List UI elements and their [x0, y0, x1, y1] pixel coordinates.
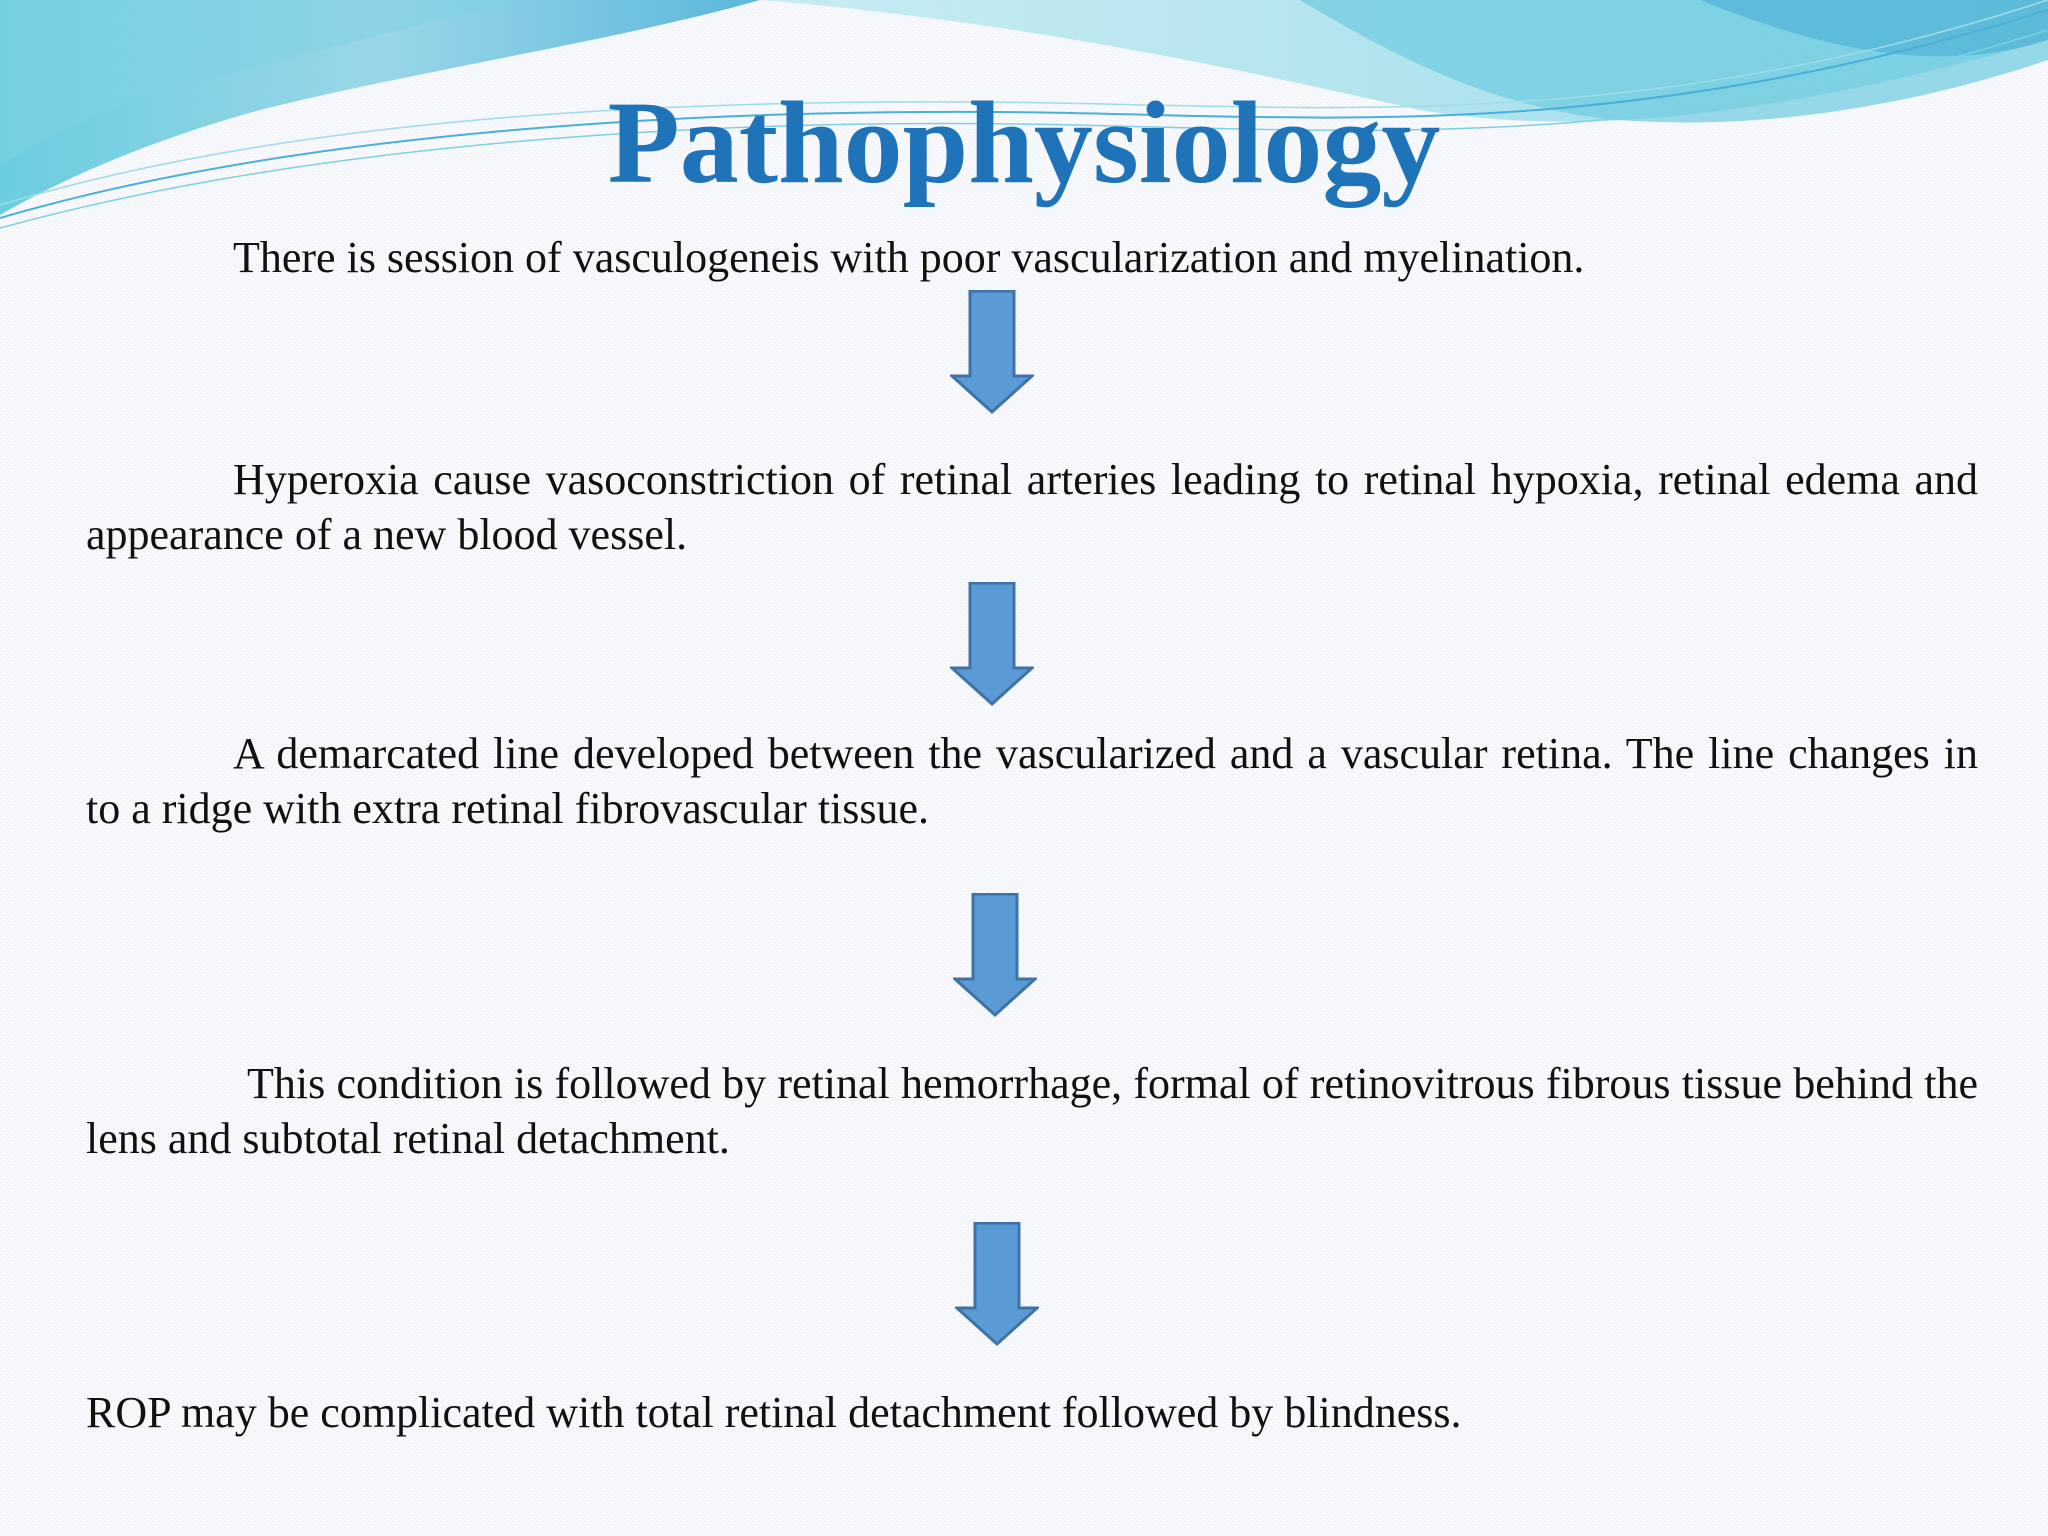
down-arrow-icon	[955, 1222, 1039, 1346]
step-4-text: This condition is followed by retinal hemorrhage, formal of retinovitrous fibrous tissue behind the lens and subtotal retinal detachment.	[86, 1059, 1978, 1163]
down-arrow-icon	[950, 582, 1034, 706]
step-3-text: A demarcated line developed between the vascularized and a vascular retina. The line changes in to a ridge with extra retinal fibrovascular tissue.	[86, 729, 1978, 833]
slide-title: Pathophysiology	[607, 77, 1441, 208]
step-2-text: Hyperoxia cause vasoconstriction of retinal arteries leading to retinal hypoxia, retinal edema and appearance of a new blood vessel.	[86, 455, 1978, 559]
down-arrow-icon	[950, 290, 1034, 414]
step-1-text: There is session of vasculogeneis with poor vascularization and myelination.	[233, 233, 1585, 282]
down-arrow-icon	[953, 893, 1037, 1017]
step-5-text: ROP may be complicated with total retinal detachment followed by blindness.	[86, 1388, 1462, 1437]
